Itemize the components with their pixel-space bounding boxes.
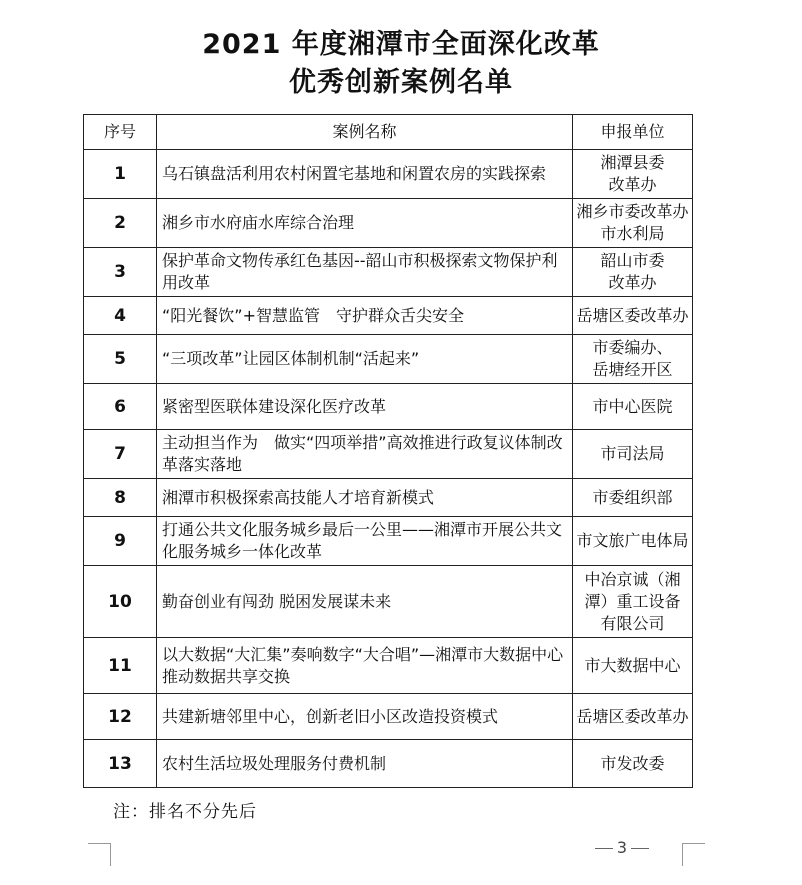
- table-row: [84, 297, 693, 335]
- table-body: [84, 150, 693, 788]
- row-number: 12: [84, 694, 157, 740]
- reporting-unit: [573, 740, 693, 788]
- case-list-table: [83, 114, 693, 788]
- row-number: 2: [84, 199, 157, 248]
- page-number: [590, 838, 654, 857]
- reporting-unit-line: 潭）重工设备: [584, 591, 681, 611]
- reporting-unit: [573, 384, 693, 430]
- table-row: [84, 517, 693, 566]
- row-number: 7: [84, 430, 157, 479]
- reporting-unit-line: 市发改委: [600, 753, 665, 773]
- row-number: 10: [84, 566, 157, 638]
- row-number: 6: [84, 384, 157, 430]
- table-row: [84, 479, 693, 517]
- reporting-unit-line: 有限公司: [600, 613, 665, 633]
- reporting-unit: [573, 479, 693, 517]
- reporting-unit-line: 市文旅广电体局: [576, 531, 689, 550]
- row-number: 5: [84, 335, 157, 384]
- case-name: 湘乡市水府庙水库综合治理: [157, 199, 573, 248]
- reporting-unit-line: 中冶京诚（湘: [584, 569, 681, 589]
- reporting-unit: [573, 430, 693, 479]
- reporting-unit-line: 岳塘经开区: [592, 360, 673, 379]
- header-name: 案例名称: [157, 115, 573, 150]
- reporting-unit-line: 湘乡市委改革办: [576, 202, 689, 221]
- reporting-unit: [573, 335, 693, 384]
- reporting-unit-line: 市中心医院: [592, 396, 673, 416]
- row-number: 3: [84, 248, 157, 297]
- table-row: [84, 638, 693, 694]
- header-no: 序号: [84, 115, 157, 150]
- case-name: 勤奋创业有闯劲 脱困发展谋未来: [157, 566, 573, 638]
- case-name: “阳光餐饮”+智慧监管 守护群众舌尖安全: [157, 297, 573, 335]
- reporting-unit-line: 市大数据中心: [584, 655, 681, 675]
- reporting-unit: [573, 199, 693, 248]
- reporting-unit-line: 改革办: [608, 273, 657, 292]
- reporting-unit-line: 湘潭县委: [600, 153, 665, 172]
- reporting-unit: [573, 297, 693, 335]
- case-name: 乌石镇盘活利用农村闲置宅基地和闲置农房的实践探索: [157, 150, 573, 199]
- reporting-unit-line: 岳塘区委改革办: [576, 706, 689, 726]
- page-corner-mark-right: [682, 843, 705, 866]
- case-name: 共建新塘邻里中心，创新老旧小区改造投资模式: [157, 694, 573, 740]
- case-name: 紧密型医联体建设深化医疗改革: [157, 384, 573, 430]
- case-name: 湘潭市积极探索高技能人才培育新模式: [157, 479, 573, 517]
- reporting-unit-line: 市委组织部: [592, 487, 673, 507]
- row-number: 13: [84, 740, 157, 788]
- page-number-dash-right: [631, 848, 649, 849]
- row-number: 4: [84, 297, 157, 335]
- table-row: [84, 566, 693, 638]
- footnote: 注：排名不分先后: [113, 802, 257, 822]
- page-corner-mark-left: [88, 843, 111, 866]
- table-row: [84, 384, 693, 430]
- table-header-row: [84, 115, 693, 150]
- row-number: 9: [84, 517, 157, 566]
- reporting-unit-line: 市司法局: [600, 444, 665, 463]
- header-unit: 申报单位: [573, 115, 693, 150]
- case-name: “三项改革”让园区体制机制“活起来”: [157, 335, 573, 384]
- page-number-dash-left: [595, 848, 613, 849]
- reporting-unit-line: 岳塘区委改革办: [576, 305, 689, 325]
- reporting-unit: [573, 150, 693, 199]
- table-row: [84, 740, 693, 788]
- case-name: 主动担当作为 做实“四项举措”高效推进行政复议体制改革落实落地: [157, 430, 573, 479]
- case-name: 打通公共文化服务城乡最后一公里——湘潭市开展公共文化服务城乡一体化改革: [157, 517, 573, 566]
- page-title-line2: 优秀创新案例名单: [289, 67, 513, 98]
- page-number-value: 3: [616, 838, 628, 857]
- table-row: [84, 694, 693, 740]
- reporting-unit: [573, 638, 693, 694]
- reporting-unit: [573, 566, 693, 638]
- reporting-unit: [573, 517, 693, 566]
- table-row: [84, 150, 693, 199]
- reporting-unit: [573, 694, 693, 740]
- reporting-unit: [573, 248, 693, 297]
- table-row: [84, 430, 693, 479]
- row-number: 1: [84, 150, 157, 199]
- table-row: [84, 335, 693, 384]
- case-name: 农村生活垃圾处理服务付费机制: [157, 740, 573, 788]
- reporting-unit-line: 市委编办、: [592, 338, 673, 357]
- case-name: 以大数据“大汇集”奏响数字“大合唱”—湘潭市大数据中心推动数据共享交换: [157, 638, 573, 694]
- page-title-line1: 2021 年度湘潭市全面深化改革: [202, 29, 600, 60]
- reporting-unit-line: 改革办: [608, 175, 657, 194]
- table-row: [84, 199, 693, 248]
- table-row: [84, 248, 693, 297]
- row-number: 11: [84, 638, 157, 694]
- case-name: 保护革命文物传承红色基因--韶山市积极探索文物保护利用改革: [157, 248, 573, 297]
- row-number: 8: [84, 479, 157, 517]
- reporting-unit-line: 市水利局: [600, 224, 665, 243]
- reporting-unit-line: 韶山市委: [600, 251, 665, 270]
